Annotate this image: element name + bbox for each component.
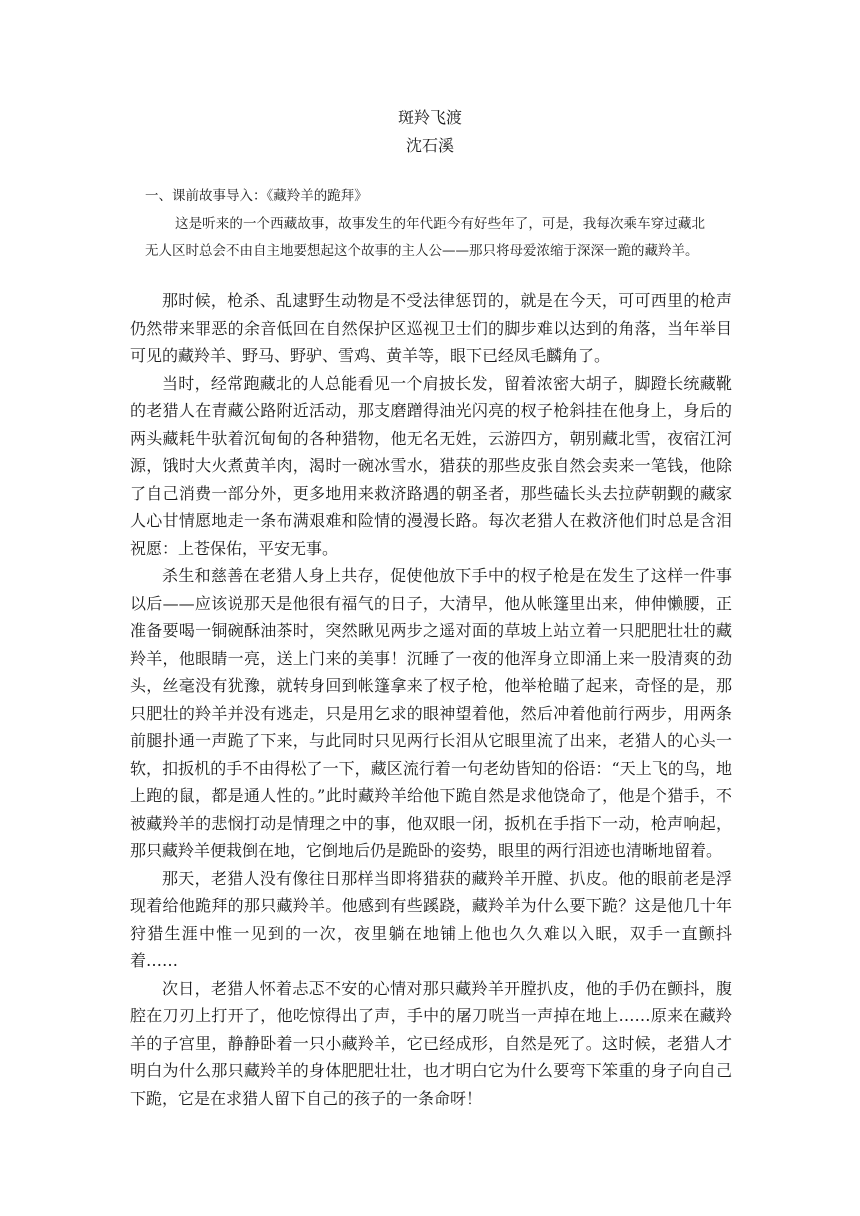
document-author: 沈石溪 — [405, 136, 454, 155]
story-paragraph: 那时候，枪杀、乱逮野生动物是不受法律惩罚的，就是在今天，可可西里的枪声仍然带来罪恶的余音低回在自然保护区巡视卫士们的脚步难以达到的角落，当年举目可见的藏羚羊、野马、野驴、雪鸡、黄羊等，眼下已经凤毛麟角了。 — [130, 291, 732, 365]
section-heading: 一、课前故事导入：《藏羚羊的跪拜》 — [145, 188, 368, 204]
story-paragraph: 次日，老猎人怀着忐忑不安的心情对那只藏羚羊开膛扒皮，他的手仍在颤抖，腹腔在刀刃上打开了，他吃惊得出了声，手中的屠刀咣当一声掉在地上……原来在藏羚羊的子宫里，静静卧着一只小藏羚羊，它已经成形，自然是死了。这时候，老猎人才明白为什么那只藏羚羊的身体肥肥壮壮，也才明白它为什么要弯下笨重的身子向自己下跪，它是在求猎人留下自己的孩子的一条命呀！ — [130, 978, 732, 1108]
story-paragraph: 当时，经常跑藏北的人总能看见一个肩披长发，留着浓密大胡子，脚蹬长统藏靴的老猎人在青藏公路附近活动，那支磨蹭得油光闪亮的杈子枪斜挂在他身上，身后的两头藏耗牛驮着沉甸甸的各种猎物，他无名无姓，云游四方，朝别藏北雪，夜宿江河源，饿时大火煮黄羊肉，渴时一碗冰雪水，猎获的那些皮张自然会卖来一笔钱，他除了自己消费一部分外，更多地用来救济路遇的朝圣者，那些磕长头去拉萨朝觐的藏家人心甘情愿地走一条布满艰难和险情的漫漫长路。每次老猎人在救济他们时总是含泪祝愿：上苍保佑，平安无事。 — [130, 373, 732, 558]
story-paragraph: 那天，老猎人没有像往日那样当即将猎获的藏羚羊开膛、扒皮。他的眼前老是浮现着给他跪拜的那只藏羚羊。他感到有些蹊跷，藏羚羊为什么要下跪？这是他几十年狩猎生涯中惟一见到的一次，夜里躺在地铺上他也久久难以入眠，双手一直颤抖着…… — [130, 868, 732, 970]
story-paragraph: 杀生和慈善在老猎人身上共存，促使他放下手中的杈子枪是在发生了这样一件事以后——应该说那天是他很有福气的日子，大清早，他从帐篷里出来，伸伸懒腰，正准备要喝一铜碗酥油茶时，突然瞅见两步之遥对面的草坡上站立着一只肥肥壮壮的藏羚羊，他眼睛一亮，送上门来的美事！沉睡了一夜的他浑身立即涌上来一股清爽的劲头，丝毫没有犹豫，就转身回到帐篷拿来了杈子枪，他举枪瞄了起来，奇怪的是，那只肥壮的羚羊并没有逃走，只是用乞求的眼神望着他，然后冲着他前行两步，用两条前腿扑通一声跪了下来，与此同时只见两行长泪从它眼里流了出来，老猎人的心头一软，扣扳机的手不由得松了一下，藏区流行着一句老幼皆知的俗语：“天上飞的鸟，地上跑的鼠，都是通人性的。”此时藏羚羊给他下跪自然是求他饶命了，他是个猎手，不被藏羚羊的悲悯打动是情理之中的事，他双眼一闭，扳机在手指下一动，枪声响起，那只藏羚羊便栽倒在地，它倒地后仍是跪卧的姿势，眼里的两行泪迹也清晰地留着。 — [130, 566, 732, 860]
intro-paragraph: 这是听来的一个西藏故事，故事发生的年代距今有好些年了，可是，我每次乘车穿过藏北无人区时总会不由自主地要想起这个故事的主人公——那只将母爱浓缩于深深一跪的藏羚羊。 — [145, 216, 705, 259]
document-title: 斑羚飞渡 — [397, 108, 462, 127]
story-body — [130, 287, 732, 1112]
